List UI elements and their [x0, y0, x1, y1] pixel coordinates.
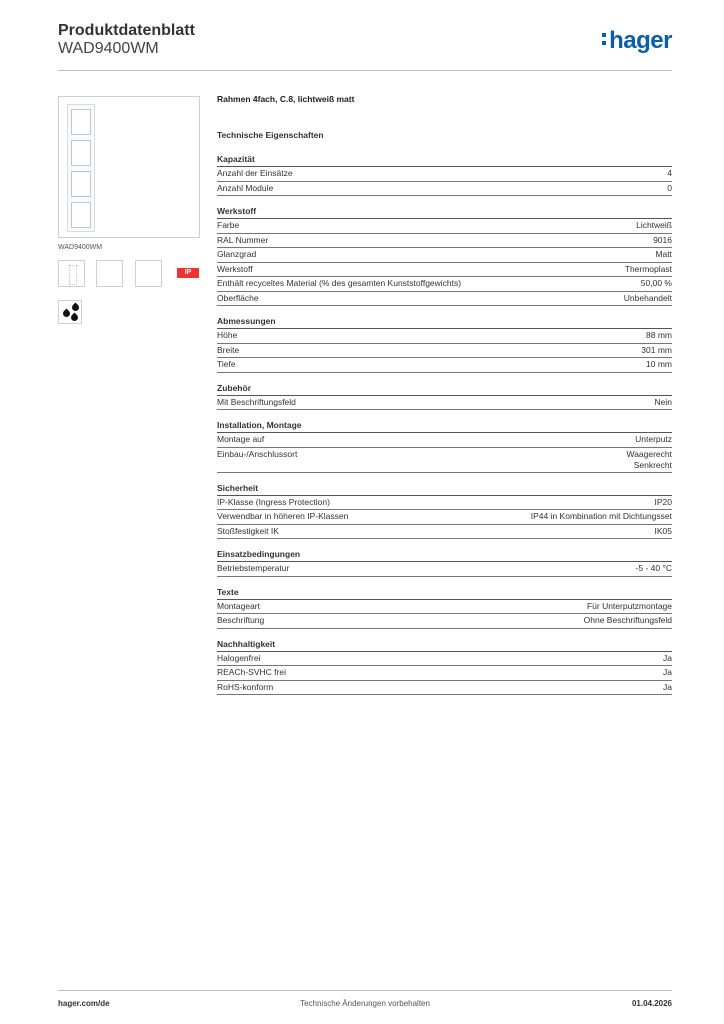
- footer-notice: Technische Änderungen vorbehalten: [300, 999, 430, 1008]
- spec-label: Einbau-/Anschlussort: [217, 448, 298, 459]
- spec-value: [663, 652, 672, 666]
- spec-row: [217, 344, 672, 359]
- spec-section: [217, 315, 672, 373]
- image-caption: WAD9400WM: [58, 244, 103, 251]
- spec-value-line: Nein: [654, 396, 672, 407]
- spec-value-line: Matt: [655, 249, 672, 259]
- spec-value: [636, 562, 672, 576]
- thumbnail-frame-icon[interactable]: [58, 260, 85, 287]
- spec-value-line: 301 mm: [641, 344, 672, 355]
- spec-value: [624, 292, 672, 306]
- spec-label: Montage auf: [217, 434, 265, 444]
- spec-row: [217, 448, 672, 473]
- spec-row: [217, 248, 672, 263]
- spec-value-line: Unterputz: [635, 434, 672, 444]
- spec-row: [217, 277, 672, 292]
- spec-section: [217, 638, 672, 696]
- spec-value-line: 88 mm: [646, 330, 672, 340]
- spec-value-line: 0: [667, 182, 672, 193]
- section-title: Abmessungen: [217, 315, 672, 329]
- spec-row: [217, 510, 672, 525]
- spec-section: [217, 586, 672, 629]
- spec-row: [217, 396, 672, 411]
- spec-value: [635, 433, 672, 447]
- spec-section: [217, 382, 672, 411]
- spec-value-line: Lichtweiß: [636, 220, 672, 230]
- spec-value: [667, 167, 672, 181]
- spec-value-line: -5 - 40 °C: [635, 563, 672, 573]
- spec-row: [217, 219, 672, 234]
- spec-label: IP-Klasse (Ingress Protection): [217, 496, 330, 507]
- section-title: Einsatzbedingungen: [217, 548, 672, 562]
- spec-value-line: Ohne Beschriftungsfeld: [583, 615, 672, 625]
- spec-label: Glanzgrad: [217, 249, 257, 259]
- spec-value-line: Ja: [663, 681, 672, 692]
- spec-value-line: IP44 in Kombination mit Dichtungsset: [530, 511, 672, 521]
- spec-row: [217, 600, 672, 615]
- spec-section: [217, 482, 672, 540]
- spec-row: [217, 358, 672, 373]
- spec-label: Enthält recyceltes Material (% des gesamten Kunststoffgewichts): [217, 278, 462, 288]
- spec-label: Breite: [217, 344, 240, 355]
- spec-row: [217, 329, 672, 344]
- section-title: Werkstoff: [217, 205, 672, 219]
- spec-value: [641, 277, 672, 291]
- logo-dots-icon: [602, 33, 607, 49]
- logo-text: hager: [609, 27, 672, 54]
- frame-slot: [71, 171, 91, 197]
- spec-label: RoHS-konform: [217, 681, 274, 692]
- spec-section: [217, 153, 672, 196]
- product-code: WAD9400WM: [58, 40, 159, 57]
- product-image: [58, 96, 200, 238]
- spec-value: [636, 219, 672, 233]
- footer-website[interactable]: hager.com/de: [58, 999, 110, 1008]
- section-title: Texte: [217, 586, 672, 600]
- spec-value: [641, 344, 672, 358]
- spec-value-line: Waagerecht: [626, 448, 672, 459]
- spec-label: Verwendbar in höheren IP-Klassen: [217, 511, 349, 521]
- spec-value: [587, 600, 672, 614]
- thumbnail-strip: [58, 260, 200, 290]
- spec-label: Beschriftung: [217, 615, 265, 625]
- thumbnail-blank-icon[interactable]: [96, 260, 123, 287]
- spec-content: [217, 94, 672, 704]
- frame-4fach-image: [67, 104, 95, 232]
- footer-date: 01.04.2026: [631, 999, 672, 1008]
- spec-label: Stoßfestigkeit IK: [217, 525, 279, 536]
- spec-label: Oberfläche: [217, 292, 259, 303]
- spec-row: [217, 496, 672, 511]
- spec-value-line: Ja: [663, 667, 672, 677]
- spec-value-line: Unbehandelt: [623, 292, 672, 303]
- spec-value-line: IP20: [654, 496, 672, 507]
- page-title: Produktdatenblatt: [58, 22, 195, 39]
- spec-row: [217, 433, 672, 448]
- product-image-panel: [58, 96, 200, 324]
- spec-label: Farbe: [217, 220, 240, 230]
- spec-value: [655, 496, 673, 510]
- spec-row: [217, 182, 672, 197]
- spec-sections: [217, 153, 672, 695]
- spec-label: Werkstoff: [217, 263, 253, 274]
- frame-slot: [71, 140, 91, 166]
- product-name: Rahmen 4fach, C.8, lichtweiß matt: [217, 94, 355, 104]
- spec-value: [584, 614, 672, 628]
- frame-slot: [71, 109, 91, 135]
- spec-value: [655, 525, 673, 539]
- spec-row: [217, 263, 672, 278]
- ip-rating-icon: IP: [177, 268, 199, 278]
- spec-section: [217, 205, 672, 306]
- spec-value-line: Senkrecht: [633, 459, 672, 470]
- spec-value-line: 9016: [653, 234, 672, 245]
- spec-value-line: 10 mm: [646, 359, 672, 369]
- page-footer: [58, 990, 672, 1015]
- spec-value-line: Ja: [663, 652, 672, 663]
- spec-value-line: Für Unterputzmontage: [586, 600, 672, 611]
- spec-value-line: 50,00 %: [640, 278, 672, 288]
- section-title: Zubehör: [217, 382, 672, 396]
- spec-row: [217, 666, 672, 681]
- spec-label: Betriebstemperatur: [217, 563, 290, 573]
- spec-row: [217, 652, 672, 667]
- spec-label: Mit Beschriftungsfeld: [217, 396, 296, 407]
- tech-heading: Technische Eigenschaften: [217, 130, 324, 140]
- section-title: Installation, Montage: [217, 419, 672, 433]
- spec-value: [663, 681, 672, 695]
- spec-row: [217, 292, 672, 307]
- spec-value: [626, 449, 672, 471]
- spec-value: [646, 329, 672, 343]
- spec-label: Anzahl Module: [217, 182, 274, 193]
- spec-value-line: IK05: [654, 525, 672, 536]
- section-title: Sicherheit: [217, 482, 672, 496]
- spec-value-line: 4: [667, 168, 672, 178]
- thumbnail-blank-icon[interactable]: [135, 260, 162, 287]
- spec-row: [217, 681, 672, 696]
- spec-label: Montageart: [217, 600, 260, 611]
- spec-label: Höhe: [217, 330, 238, 340]
- spec-label: Anzahl der Einsätze: [217, 168, 293, 178]
- spec-label: Halogenfrei: [217, 652, 261, 663]
- spec-row: [217, 234, 672, 249]
- spec-value: [663, 666, 672, 680]
- spec-value: [667, 182, 672, 196]
- water-drops-icon: [58, 300, 82, 324]
- spec-value: [655, 248, 672, 262]
- frame-slot: [71, 202, 91, 228]
- section-title: Nachhaltigkeit: [217, 638, 672, 652]
- spec-value: [625, 263, 672, 277]
- hager-logo: [602, 27, 672, 55]
- spec-section: [217, 419, 672, 473]
- page-header: [58, 20, 672, 71]
- spec-label: REACh-SVHC frei: [217, 667, 286, 677]
- spec-value: [646, 358, 672, 372]
- spec-value: [655, 396, 672, 410]
- spec-row: [217, 562, 672, 577]
- spec-value: [531, 510, 672, 524]
- spec-label: RAL Nummer: [217, 234, 269, 245]
- spec-label: Tiefe: [217, 359, 236, 369]
- spec-section: [217, 548, 672, 577]
- spec-value-line: Thermoplast: [624, 263, 672, 274]
- section-title: Kapazität: [217, 153, 672, 167]
- spec-value: [653, 234, 672, 248]
- spec-row: [217, 167, 672, 182]
- spec-row: [217, 525, 672, 540]
- spec-row: [217, 614, 672, 629]
